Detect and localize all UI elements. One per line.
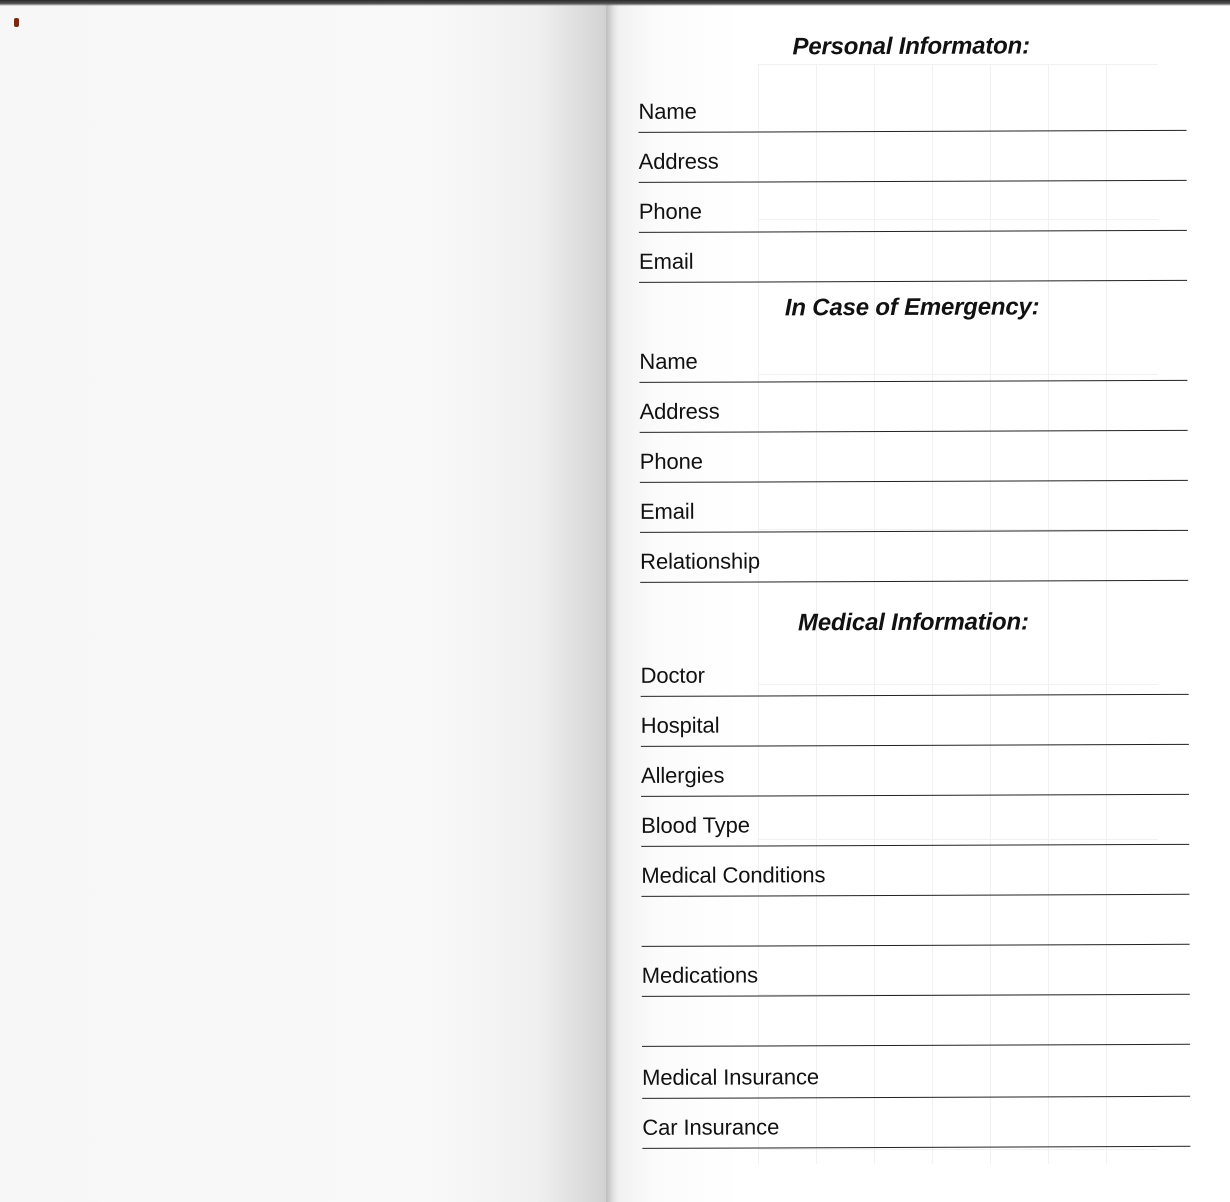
field-label: Address [639, 398, 720, 424]
field-label: Medical Insurance [642, 1064, 820, 1090]
emergency-address-line[interactable] [640, 396, 1188, 433]
personal-address-line[interactable] [639, 146, 1187, 183]
medical-doctor-line[interactable] [641, 660, 1189, 697]
personal-name-line[interactable] [638, 96, 1186, 133]
medical-hospital-line[interactable] [641, 710, 1189, 747]
emergency-heading: In Case of Emergency: [784, 293, 1040, 322]
information-form [618, 4, 1230, 1202]
emergency-name-line[interactable] [639, 346, 1187, 383]
field-label: Phone [639, 448, 703, 474]
field-label: Medical Conditions [641, 862, 826, 888]
medical-medications-line[interactable] [642, 960, 1190, 997]
field-label: Allergies [640, 762, 725, 788]
field-label: Phone [638, 198, 702, 224]
ink-speck [14, 18, 19, 27]
car-insurance-line[interactable] [642, 1112, 1190, 1149]
field-label: Address [638, 148, 719, 174]
emergency-phone-line[interactable] [640, 446, 1188, 483]
medical-blood-type-line[interactable] [641, 810, 1189, 847]
medical-conditions-line[interactable] [641, 860, 1189, 897]
field-label: Doctor [640, 662, 705, 688]
field-label: Email [638, 248, 694, 274]
field-label: Email [639, 498, 695, 524]
field-label: Car Insurance [642, 1114, 780, 1140]
field-label: Blood Type [641, 812, 750, 838]
medical-conditions-extra-line[interactable] [641, 910, 1189, 947]
medical-info-heading: Medical Information: [797, 608, 1029, 637]
field-label: Hospital [640, 712, 720, 738]
personal-email-line[interactable] [639, 246, 1187, 283]
field-label: Name [638, 98, 697, 124]
field-label: Relationship [640, 548, 761, 574]
emergency-relationship-line[interactable] [640, 546, 1188, 583]
personal-info-heading: Personal Informaton: [792, 32, 1030, 61]
medical-allergies-line[interactable] [641, 760, 1189, 797]
medical-insurance-line[interactable] [642, 1062, 1190, 1099]
page-top-edge [0, 0, 1230, 6]
blank-left-page [0, 4, 610, 1202]
medical-medications-extra-line[interactable] [642, 1010, 1190, 1047]
emergency-email-line[interactable] [640, 496, 1188, 533]
information-form-page [618, 4, 1230, 1202]
field-label: Name [639, 348, 698, 374]
field-label: Medications [641, 962, 759, 988]
personal-phone-line[interactable] [639, 196, 1187, 233]
